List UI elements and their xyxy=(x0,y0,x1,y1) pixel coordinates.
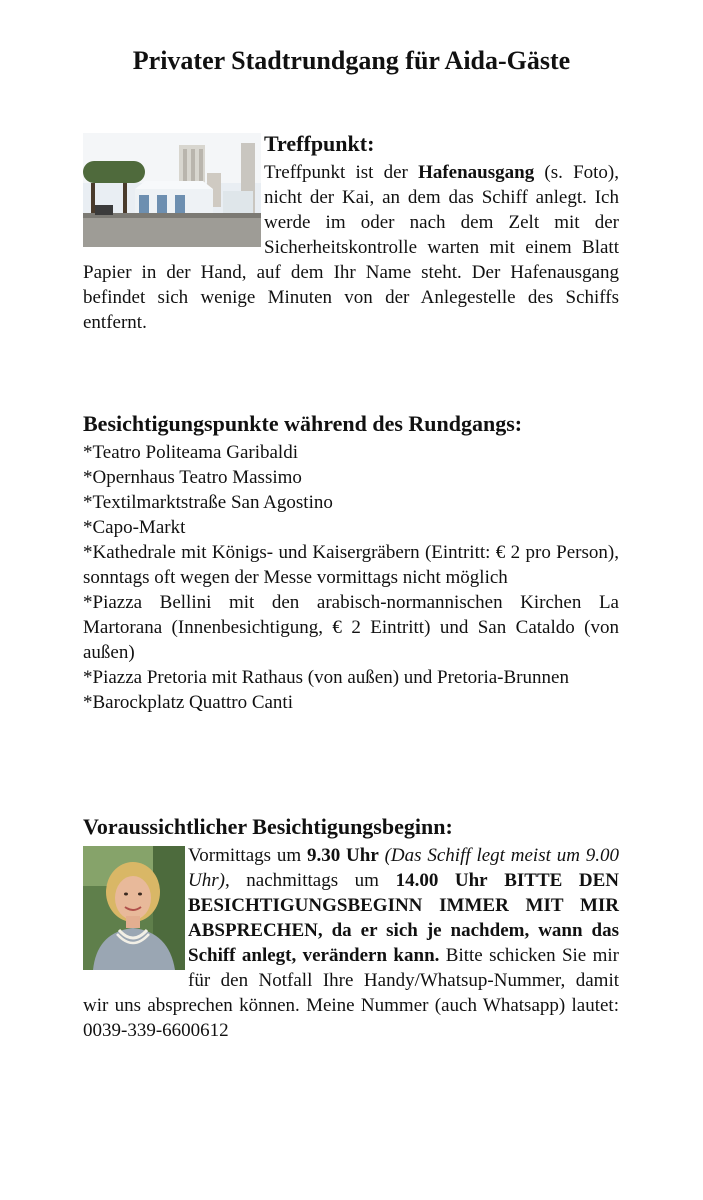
start-afternoon-label: , nachmittags um xyxy=(224,870,396,891)
sights-heading: Besichtigungspunkte während des Rundgangs: xyxy=(83,411,523,436)
start-heading: Voraussichtlicher Besichtigungsbeginn: xyxy=(83,814,453,839)
list-item: *Teatro Politeama Garibaldi xyxy=(83,442,298,463)
harbor-exit-photo xyxy=(83,133,261,247)
meeting-text-part-1: Treffpunkt ist der xyxy=(264,162,419,183)
guide-portrait-illustration xyxy=(83,846,185,970)
start-important-notice: BITTE DEN BESICHTIGUNGSBEGINN IMMER MIT MIR ABSPRECHEN, da er sich je nachdem, wann das Schiff anlegt, verändern kann. xyxy=(188,870,620,966)
page-title: Privater Stadtrundgang für Aida-Gäste xyxy=(132,46,571,75)
start-ship-note: (Das Schiff legt meist um 9.00 Uhr) xyxy=(188,845,619,891)
start-morning-time: 9.30 Uhr xyxy=(306,845,379,866)
list-item: *Piazza Bellini mit den arabisch-normannischen Kirchen La Martorana (Innenbesichtigung, € 2 Eintritt) und San Cataldo (von außen) xyxy=(83,592,619,663)
meeting-location-bold: Hafenausgang xyxy=(418,162,535,183)
sights-list xyxy=(83,440,619,715)
list-item: *Piazza Pretoria mit Rathaus (von außen) und Pretoria-Brunnen xyxy=(83,667,569,688)
start-section xyxy=(83,813,619,1043)
sights-section xyxy=(83,410,619,715)
list-item: *Textilmarktstraße San Agostino xyxy=(83,492,333,513)
guide-portrait-photo xyxy=(83,846,185,970)
list-item: *Kathedrale mit Königs- und Kaisergräbern (Eintritt: € 2 pro Person), sonntags oft wegen der Messe vormittags nicht möglich xyxy=(83,542,619,588)
meeting-heading: Treffpunkt: xyxy=(264,131,375,156)
list-item: *Barockplatz Quattro Canti xyxy=(83,692,293,713)
start-morning-label: Vormittags um xyxy=(188,845,307,866)
list-item: *Opernhaus Teatro Massimo xyxy=(83,467,302,488)
harbor-exit-illustration xyxy=(83,133,261,247)
list-item: *Capo-Markt xyxy=(83,517,186,538)
meeting-section xyxy=(83,130,619,335)
meeting-text-part-2: (s. Foto), nicht der Kai, an dem das Schiff anlegt. Ich werde im oder nach dem Zelt mit der Sicherheitskontrolle warten mit einem Blatt Papier in der Hand, auf dem Ihr Name steht. Der Hafenausgang befindet sich wenige Minuten von der Anlegestelle des Schiffs entfernt. xyxy=(83,162,619,333)
start-contact-text: Bitte schicken Sie mir für den Notfall Ihre Handy/Whatsup-Nummer, damit wir uns absprechen können. Meine Nummer (auch Whatsapp) lautet: 0039-339-6600612 xyxy=(83,945,619,1041)
start-afternoon-time: 14.00 Uhr xyxy=(395,870,488,891)
